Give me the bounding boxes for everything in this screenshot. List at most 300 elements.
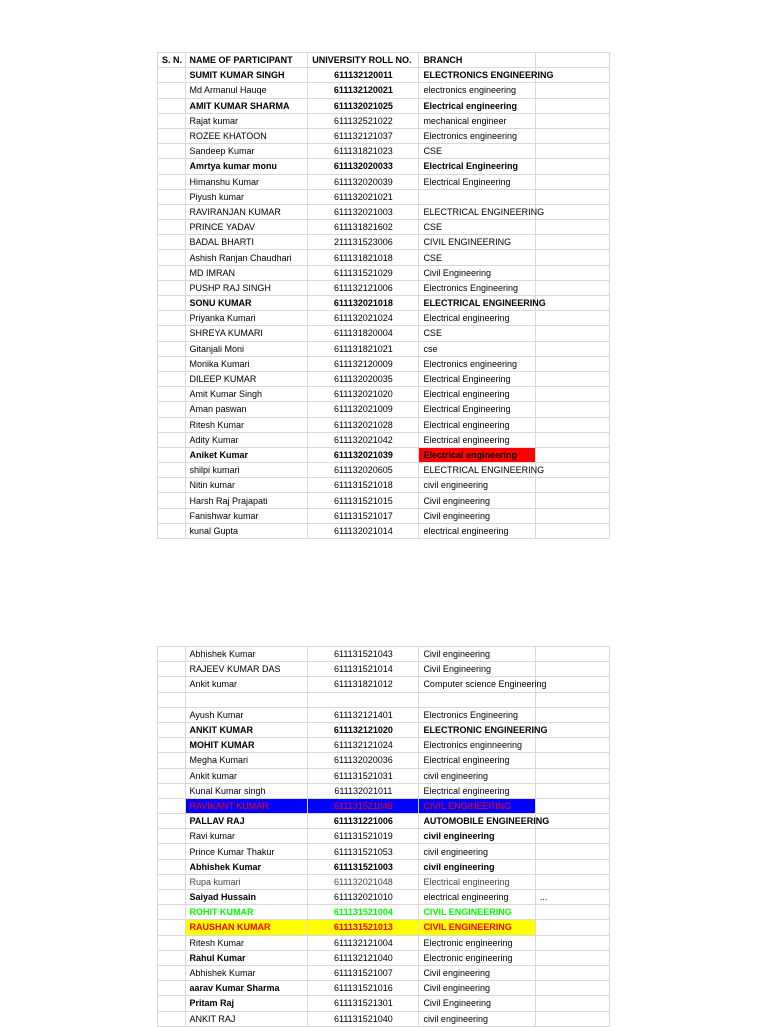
table-row [158, 677, 610, 692]
roll-number: 611132120011 [308, 68, 419, 83]
extra-cell [535, 144, 609, 159]
table-row [158, 68, 610, 83]
participant-name: Saiyad Hussain [185, 890, 308, 905]
branch: mechanical engineer [419, 113, 535, 128]
table-row [158, 296, 610, 311]
table-row [158, 235, 610, 250]
roll-number: 611131521004 [308, 905, 419, 920]
participants-table-2 [157, 646, 610, 1027]
header-roll: UNIVERSITY ROLL NO. [308, 53, 419, 68]
participant-name: Priyanka Kumari [185, 311, 308, 326]
sn-cell [158, 890, 186, 905]
branch: Civil engineering [419, 981, 535, 996]
sn-cell [158, 859, 186, 874]
branch: ELECTRONICS ENGINEERING [419, 68, 535, 83]
participant-name: shilpi kumari [185, 463, 308, 478]
participant-name: Ankit kumar [185, 677, 308, 692]
extra-cell [535, 280, 609, 295]
sn-cell [158, 905, 186, 920]
roll-number: 611131521003 [308, 859, 419, 874]
sn-cell [158, 296, 186, 311]
table-row [158, 447, 610, 462]
branch: Electrical Engineering [419, 159, 535, 174]
sn-cell [158, 265, 186, 280]
sn-cell [158, 113, 186, 128]
sn-cell [158, 98, 186, 113]
branch: Electrical Engineering [419, 402, 535, 417]
extra-cell [535, 356, 609, 371]
extra-cell [535, 371, 609, 386]
participant-name: DILEEP KUMAR [185, 371, 308, 386]
sn-cell [158, 341, 186, 356]
branch: cse [419, 341, 535, 356]
extra-cell [535, 768, 609, 783]
branch: electronics engineering [419, 83, 535, 98]
branch: civil engineering [419, 859, 535, 874]
extra-cell [535, 920, 609, 935]
sn-cell [158, 432, 186, 447]
table-row [158, 478, 610, 493]
extra-cell [535, 220, 609, 235]
roll-number: 611132121004 [308, 935, 419, 950]
participant-name: SONU KUMAR [185, 296, 308, 311]
table-row [158, 738, 610, 753]
branch: Electrical engineering [419, 432, 535, 447]
table-row [158, 463, 610, 478]
table-row [158, 814, 610, 829]
branch: Electrical engineering [419, 874, 535, 889]
extra-cell [535, 265, 609, 280]
branch: Electronics enginneering [419, 738, 535, 753]
header-name: NAME OF PARTICIPANT [185, 53, 308, 68]
branch: ELECTRONIC ENGINEERING [419, 722, 535, 737]
participant-name: Rajat kumar [185, 113, 308, 128]
extra-cell [535, 402, 609, 417]
empty-cell [535, 53, 609, 68]
branch: electrical engineering [419, 523, 535, 538]
sn-cell [158, 783, 186, 798]
extra-cell: ... [535, 890, 609, 905]
table-row [158, 311, 610, 326]
table-row [158, 844, 610, 859]
branch: Electronics Engineering [419, 280, 535, 295]
participant-name: MD IMRAN [185, 265, 308, 280]
table-row [158, 662, 610, 677]
table-row [158, 950, 610, 965]
participant-name: Gitanjali Moni [185, 341, 308, 356]
participant-name: SUMIT KUMAR SINGH [185, 68, 308, 83]
table-row [158, 174, 610, 189]
participant-name: Megha Kumari [185, 753, 308, 768]
extra-cell [535, 204, 609, 219]
sn-cell [158, 356, 186, 371]
table-row [158, 859, 610, 874]
sn-cell [158, 326, 186, 341]
branch: CIVIL ENGINEERING [419, 798, 535, 813]
roll-number: 611131821018 [308, 250, 419, 265]
sn-cell [158, 463, 186, 478]
participants-table-1 [157, 52, 610, 539]
table-row [158, 402, 610, 417]
participant-name: RAVIRANJAN KUMAR [185, 204, 308, 219]
sn-cell [158, 478, 186, 493]
participant-name: Sandeep Kumar [185, 144, 308, 159]
participant-name: Rahul Kumar [185, 950, 308, 965]
sn-cell [158, 965, 186, 980]
table-row [158, 935, 610, 950]
extra-cell [535, 996, 609, 1011]
participant-name: Piyush kumar [185, 189, 308, 204]
branch: civil engineering [419, 768, 535, 783]
extra-cell [535, 296, 609, 311]
branch: Civil engineering [419, 508, 535, 523]
roll-number: 611131521040 [308, 1011, 419, 1026]
roll-number: 611132121020 [308, 722, 419, 737]
branch [419, 189, 535, 204]
participant-name: PALLAV RAJ [185, 814, 308, 829]
roll-number: 611131821021 [308, 341, 419, 356]
sn-cell [158, 204, 186, 219]
sn-cell [158, 798, 186, 813]
sn-cell [158, 950, 186, 965]
participant-name: Ashish Ranjan Chaudhari [185, 250, 308, 265]
sn-cell [158, 920, 186, 935]
extra-cell [535, 83, 609, 98]
roll-number: 611132021003 [308, 204, 419, 219]
sn-cell [158, 144, 186, 159]
extra-cell [535, 98, 609, 113]
roll-number: 611131521018 [308, 478, 419, 493]
table-row [158, 874, 610, 889]
roll-number: 611131821602 [308, 220, 419, 235]
roll-number: 611132021011 [308, 783, 419, 798]
participant-name: Kunal Kumar singh [185, 783, 308, 798]
branch: Civil engineering [419, 493, 535, 508]
extra-cell [535, 432, 609, 447]
sn-cell [158, 508, 186, 523]
table-row [158, 493, 610, 508]
roll-number: 611131521015 [308, 493, 419, 508]
roll-number: 611132021048 [308, 874, 419, 889]
table-row [158, 220, 610, 235]
branch: Electrical Engineering [419, 371, 535, 386]
roll-number: 611132021028 [308, 417, 419, 432]
sn-cell [158, 447, 186, 462]
table-row [158, 189, 610, 204]
participant-name: Abhishek Kumar [185, 647, 308, 662]
participant-name: Ritesh Kumar [185, 935, 308, 950]
extra-cell [535, 508, 609, 523]
roll-number: 611131820004 [308, 326, 419, 341]
participant-name: Abhishek Kumar [185, 859, 308, 874]
participant-name: MOHIT KUMAR [185, 738, 308, 753]
sn-cell [158, 692, 186, 707]
extra-cell [535, 798, 609, 813]
branch: civil engineering [419, 478, 535, 493]
branch: Electronic engineering [419, 935, 535, 950]
roll-number: 611132021021 [308, 189, 419, 204]
roll-number: 611131521019 [308, 829, 419, 844]
roll-number: 611132121401 [308, 707, 419, 722]
participant-name: ANKIT KUMAR [185, 722, 308, 737]
roll-number: 611132521022 [308, 113, 419, 128]
roll-number: 611132120009 [308, 356, 419, 371]
sn-cell [158, 662, 186, 677]
table-row [158, 508, 610, 523]
sn-cell [158, 493, 186, 508]
participant-name: Amit Kumar Singh [185, 387, 308, 402]
participant-name: Ankit kumar [185, 768, 308, 783]
extra-cell [535, 523, 609, 538]
participant-name: Rupa kumari [185, 874, 308, 889]
extra-cell [535, 417, 609, 432]
participant-name: Aniket Kumar [185, 447, 308, 462]
table-row [158, 920, 610, 935]
roll-number: 611132020036 [308, 753, 419, 768]
extra-cell [535, 326, 609, 341]
branch [419, 692, 535, 707]
branch: CIVIL ENGINEERING [419, 920, 535, 935]
participant-name: Himanshu Kumar [185, 174, 308, 189]
participant-name: Monika Kumari [185, 356, 308, 371]
participant-name: Adity Kumar [185, 432, 308, 447]
extra-cell [535, 738, 609, 753]
participant-name: Prince Kumar Thakur [185, 844, 308, 859]
participant-name: ROHIT KUMAR [185, 905, 308, 920]
branch: Electrical engineering [419, 753, 535, 768]
sn-cell [158, 935, 186, 950]
roll-number: 611132021042 [308, 432, 419, 447]
sn-cell [158, 814, 186, 829]
branch: ELECTRICAL ENGINEERING [419, 463, 535, 478]
participant-name: Pritam Raj [185, 996, 308, 1011]
extra-cell [535, 662, 609, 677]
extra-cell [535, 341, 609, 356]
branch: CSE [419, 144, 535, 159]
sn-cell [158, 159, 186, 174]
sn-cell [158, 371, 186, 386]
participant-name: aarav Kumar Sharma [185, 981, 308, 996]
sn-cell [158, 722, 186, 737]
roll-number: 611131521007 [308, 965, 419, 980]
table-row [158, 356, 610, 371]
extra-cell [535, 844, 609, 859]
roll-number: 611131821023 [308, 144, 419, 159]
extra-cell [535, 935, 609, 950]
roll-number: 611132021014 [308, 523, 419, 538]
participant-name: Md Armanul Hauqe [185, 83, 308, 98]
extra-cell [535, 128, 609, 143]
participant-name: kunal Gupta [185, 523, 308, 538]
roll-number: 611131521301 [308, 996, 419, 1011]
branch: CSE [419, 250, 535, 265]
table-row [158, 707, 610, 722]
roll-number: 611131521013 [308, 920, 419, 935]
branch: Electrical engineering [419, 311, 535, 326]
extra-cell [535, 235, 609, 250]
roll-number: 611132021018 [308, 296, 419, 311]
roll-number: 611131521014 [308, 662, 419, 677]
table-row [158, 996, 610, 1011]
table-row [158, 981, 610, 996]
table-row [158, 905, 610, 920]
extra-cell [535, 965, 609, 980]
branch: Electrical engineering [419, 417, 535, 432]
roll-number: 611132121024 [308, 738, 419, 753]
participant-name: Harsh Raj Prajapati [185, 493, 308, 508]
participant-name: Nitin kumar [185, 478, 308, 493]
extra-cell [535, 250, 609, 265]
sn-cell [158, 829, 186, 844]
participant-name: Aman paswan [185, 402, 308, 417]
sn-cell [158, 387, 186, 402]
branch: Civil engineering [419, 965, 535, 980]
sn-cell [158, 311, 186, 326]
roll-number: 611132020033 [308, 159, 419, 174]
sn-cell [158, 981, 186, 996]
table-row [158, 692, 610, 707]
table-row [158, 387, 610, 402]
table-row [158, 432, 610, 447]
roll-number: 611131521016 [308, 981, 419, 996]
sn-cell [158, 523, 186, 538]
sn-cell [158, 83, 186, 98]
table-row [158, 204, 610, 219]
sn-cell [158, 874, 186, 889]
participant-name: Fanishwar kumar [185, 508, 308, 523]
table-row [158, 965, 610, 980]
roll-number: 611132020605 [308, 463, 419, 478]
roll-number: 611131221006 [308, 814, 419, 829]
table-row [158, 768, 610, 783]
participant-name: RAVIKANT KUMAR [185, 798, 308, 813]
sn-cell [158, 220, 186, 235]
table-row [158, 753, 610, 768]
branch: CSE [419, 326, 535, 341]
participant-name: RAUSHAN KUMAR [185, 920, 308, 935]
header-row [158, 53, 610, 68]
roll-number: 611132120021 [308, 83, 419, 98]
participant-name: AMIT KUMAR SHARMA [185, 98, 308, 113]
roll-number: 611131521031 [308, 768, 419, 783]
table-row [158, 280, 610, 295]
branch: Electrical engineering [419, 783, 535, 798]
extra-cell [535, 311, 609, 326]
roll-number: 611132021039 [308, 447, 419, 462]
extra-cell [535, 829, 609, 844]
sn-cell [158, 753, 186, 768]
table-row [158, 783, 610, 798]
extra-cell [535, 387, 609, 402]
table-row [158, 250, 610, 265]
participant-name: Ayush Kumar [185, 707, 308, 722]
participant-name: ROZEE KHATOON [185, 128, 308, 143]
roll-number: 611132021009 [308, 402, 419, 417]
branch: civil engineering [419, 844, 535, 859]
sn-cell [158, 707, 186, 722]
branch: Electronics engineering [419, 356, 535, 371]
roll-number: 611132121040 [308, 950, 419, 965]
branch: CIVIL ENGINEERING [419, 235, 535, 250]
branch: civil engineering [419, 829, 535, 844]
participant-name: RAJEEV KUMAR DAS [185, 662, 308, 677]
branch: electrical engineering [419, 890, 535, 905]
extra-cell [535, 159, 609, 174]
extra-cell [535, 783, 609, 798]
header-branch: BRANCH [419, 53, 535, 68]
extra-cell [535, 647, 609, 662]
branch: Electronics Engineering [419, 707, 535, 722]
extra-cell [535, 981, 609, 996]
table-row [158, 829, 610, 844]
branch: Civil Engineering [419, 662, 535, 677]
table-row [158, 523, 610, 538]
table-row [158, 128, 610, 143]
branch: Civil engineering [419, 647, 535, 662]
roll-number: 611132020039 [308, 174, 419, 189]
roll-number: 611132020035 [308, 371, 419, 386]
sn-cell [158, 844, 186, 859]
extra-cell [535, 753, 609, 768]
participant-name: ANKIT RAJ [185, 1011, 308, 1026]
branch: ELECTRICAL ENGINEERING [419, 204, 535, 219]
extra-cell [535, 493, 609, 508]
table-row [158, 265, 610, 280]
roll-number: 611132021020 [308, 387, 419, 402]
roll-number: 611132121006 [308, 280, 419, 295]
participant-name: Ritesh Kumar [185, 417, 308, 432]
extra-cell [535, 707, 609, 722]
branch: CSE [419, 220, 535, 235]
roll-number [308, 692, 419, 707]
roll-number: 611131521046 [308, 798, 419, 813]
roll-number: 611131521043 [308, 647, 419, 662]
participant-name: Amrtya kumar monu [185, 159, 308, 174]
extra-cell [535, 189, 609, 204]
extra-cell [535, 174, 609, 189]
sn-cell [158, 250, 186, 265]
participant-name: PRINCE YADAV [185, 220, 308, 235]
branch: civil engineering [419, 1011, 535, 1026]
table-row [158, 798, 610, 813]
branch: AUTOMOBILE ENGINEERING [419, 814, 535, 829]
sn-cell [158, 280, 186, 295]
participant-name: PUSHP RAJ SINGH [185, 280, 308, 295]
branch: Civil Engineering [419, 265, 535, 280]
table-row [158, 417, 610, 432]
extra-cell [535, 447, 609, 462]
branch: Electrical Engineering [419, 174, 535, 189]
sn-cell [158, 417, 186, 432]
sn-cell [158, 189, 186, 204]
branch: Electronic engineering [419, 950, 535, 965]
extra-cell [535, 113, 609, 128]
sn-cell [158, 68, 186, 83]
roll-number: 611131821012 [308, 677, 419, 692]
sn-cell [158, 174, 186, 189]
extra-cell [535, 874, 609, 889]
sn-cell [158, 647, 186, 662]
sn-cell [158, 402, 186, 417]
roll-number: 611132021025 [308, 98, 419, 113]
extra-cell [535, 692, 609, 707]
sn-cell [158, 768, 186, 783]
table-row [158, 341, 610, 356]
branch: Civil Engineering [419, 996, 535, 1011]
extra-cell [535, 478, 609, 493]
table-row [158, 326, 610, 341]
roll-number: 611131521053 [308, 844, 419, 859]
